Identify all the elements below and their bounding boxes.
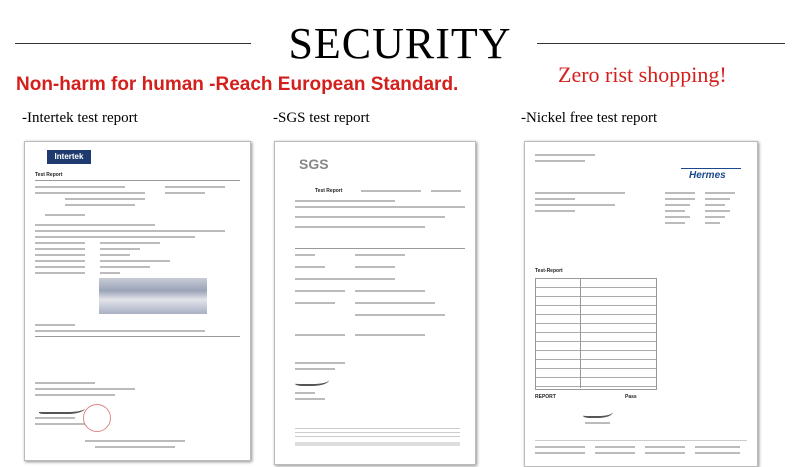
intertek-logo: Intertek [47, 150, 91, 164]
hermes-doc-title: Test-Report [535, 268, 563, 274]
signature-mark [39, 400, 85, 414]
intertek-report-image [24, 141, 251, 461]
sgs-logo: SGS [299, 156, 329, 172]
nickel-free-report-image: Hermes Test-Report REPORT Pass [524, 141, 758, 467]
sgs-doc-title: Test Report [315, 188, 343, 194]
stamp-seal [83, 404, 111, 432]
caption-intertek: -Intertek test report [22, 110, 138, 126]
hermes-logo: Hermes [689, 170, 726, 181]
sgs-report-image [274, 141, 476, 465]
slogan: Zero rist shopping! [558, 62, 727, 87]
signature-mark [295, 374, 329, 386]
headline: Non-harm for human -Reach European Standard. [16, 74, 459, 95]
signature-mark [583, 406, 613, 418]
results-table [535, 278, 657, 390]
bracelet-photo [99, 278, 207, 314]
intertek-doc-title: Test Report [35, 172, 63, 178]
caption-sgs: -SGS test report [273, 110, 370, 126]
caption-nickel-free: -Nickel free test report [521, 110, 658, 126]
page-title: SECURITY [288, 19, 512, 68]
